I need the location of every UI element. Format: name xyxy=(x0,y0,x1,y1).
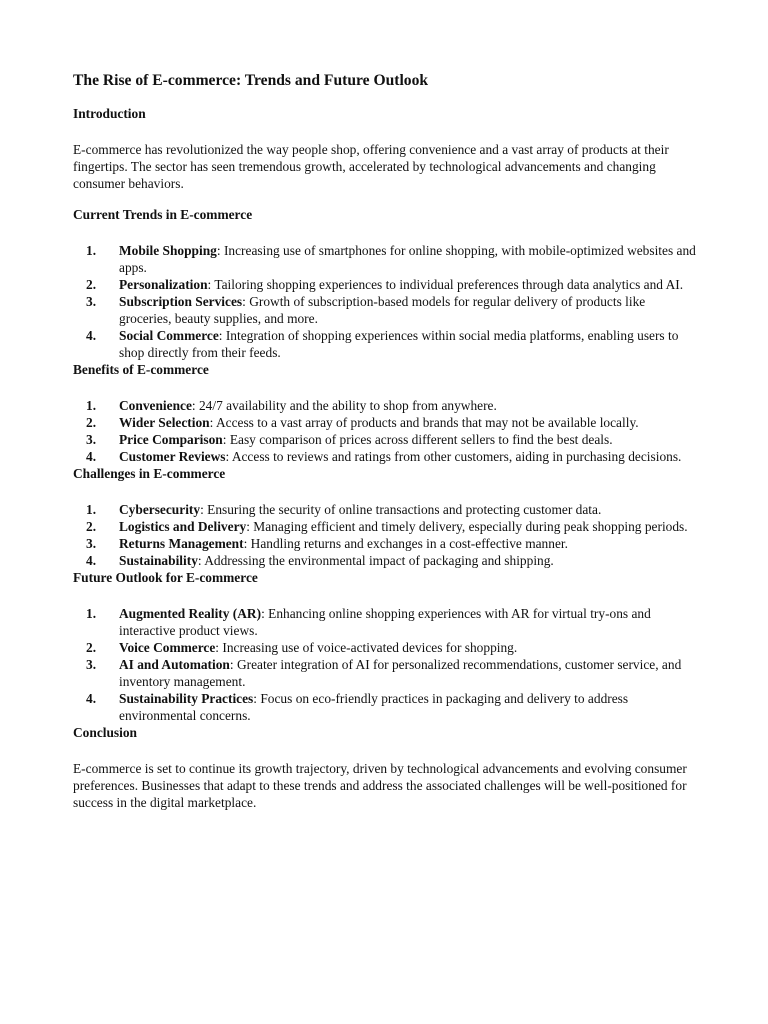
list-number: 4. xyxy=(86,691,97,706)
section-heading-challenges: Challenges in E-commerce xyxy=(73,466,226,481)
list-term: Sustainability Practices xyxy=(119,691,254,706)
list-item xyxy=(73,293,699,327)
list-item xyxy=(73,501,699,518)
list-term: Convenience xyxy=(119,398,192,413)
document-body xyxy=(73,70,699,811)
list-number: 3. xyxy=(86,536,97,551)
list-number: 4. xyxy=(86,328,97,343)
list-description: : Enhancing online shopping experiences with AR for virtual try-ons and interactive product views. xyxy=(119,606,651,638)
list-description: : Handling returns and exchanges in a cost-effective manner. xyxy=(243,536,568,551)
list-term: Price Comparison xyxy=(119,432,223,447)
challenges-list xyxy=(73,501,699,569)
list-item xyxy=(73,431,699,448)
list-item xyxy=(73,414,699,431)
list-term: Personalization xyxy=(119,277,208,292)
list-item xyxy=(73,518,699,535)
list-description: : Increasing use of smartphones for online shopping, with mobile-optimized websites and apps. xyxy=(119,243,696,275)
list-description: : 24/7 availability and the ability to shop from anywhere. xyxy=(191,398,497,413)
list-number: 2. xyxy=(86,277,97,292)
list-description: : Managing efficient and timely delivery, especially during peak shopping periods. xyxy=(246,519,688,534)
list-item xyxy=(73,605,699,639)
document-title: The Rise of E-commerce: Trends and Future Outlook xyxy=(73,72,429,89)
list-term: Augmented Reality (AR) xyxy=(119,606,262,621)
section-heading-conclusion: Conclusion xyxy=(73,725,137,740)
list-number: 1. xyxy=(86,243,97,258)
list-item xyxy=(73,690,699,724)
list-item xyxy=(73,276,699,293)
list-description: : Growth of subscription-based models for regular delivery of products like groceries, beauty supplies, and more. xyxy=(119,294,646,326)
list-term: Social Commerce xyxy=(119,328,219,343)
list-number: 1. xyxy=(86,398,97,413)
list-term: Cybersecurity xyxy=(119,502,201,517)
list-item xyxy=(73,448,699,465)
list-term: Returns Management xyxy=(119,536,244,551)
section-heading-benefits: Benefits of E-commerce xyxy=(73,362,209,377)
list-description: : Addressing the environmental impact of packaging and shipping. xyxy=(197,553,554,568)
list-number: 2. xyxy=(86,519,97,534)
list-description: : Ensuring the security of online transactions and protecting customer data. xyxy=(200,502,602,517)
list-description: : Integration of shopping experiences within social media platforms, enabling users to shop directly from their feeds. xyxy=(119,328,679,360)
list-item xyxy=(73,552,699,569)
list-term: Customer Reviews xyxy=(119,449,226,464)
list-number: 1. xyxy=(86,502,97,517)
trends-list xyxy=(73,242,699,361)
list-term: Logistics and Delivery xyxy=(119,519,247,534)
list-item xyxy=(73,639,699,656)
list-number: 2. xyxy=(86,640,97,655)
list-number: 3. xyxy=(86,432,97,447)
outlook-list xyxy=(73,605,699,724)
list-item xyxy=(73,656,699,690)
list-term: Voice Commerce xyxy=(119,640,216,655)
list-description: : Easy comparison of prices across different sellers to find the best deals. xyxy=(222,432,613,447)
list-term: Wider Selection xyxy=(119,415,210,430)
list-item xyxy=(73,327,699,361)
list-description: : Increasing use of voice-activated devices for shopping. xyxy=(215,640,518,655)
section-heading-introduction: Introduction xyxy=(73,106,146,121)
list-number: 3. xyxy=(86,294,97,309)
section-heading-trends: Current Trends in E-commerce xyxy=(73,207,253,222)
list-description: : Access to a vast array of products and brands that may not be available locally. xyxy=(209,415,639,430)
list-number: 1. xyxy=(86,606,97,621)
list-term: Sustainability xyxy=(119,553,198,568)
list-item xyxy=(73,397,699,414)
list-number: 4. xyxy=(86,553,97,568)
list-number: 2. xyxy=(86,415,97,430)
list-item xyxy=(73,242,699,276)
introduction-paragraph: E-commerce has revolutionized the way people shop, offering convenience and a vast array of products at their fingertips. The sector has seen tremendous growth, accelerated by technological advancements and changing consumer behaviors. xyxy=(73,142,669,191)
list-number: 4. xyxy=(86,449,97,464)
section-heading-outlook: Future Outlook for E-commerce xyxy=(73,570,258,585)
conclusion-paragraph: E-commerce is set to continue its growth trajectory, driven by technological advancements and evolving consumer preferences. Businesses that adapt to these trends and address the associated challenges will be well-positioned for success in the digital marketplace. xyxy=(73,761,687,810)
list-description: : Access to reviews and ratings from other customers, aiding in purchasing decisions. xyxy=(225,449,682,464)
list-term: Mobile Shopping xyxy=(119,243,217,258)
list-term: AI and Automation xyxy=(119,657,230,672)
list-description: : Greater integration of AI for personalized recommendations, customer service, and inventory management. xyxy=(119,657,682,689)
list-number: 3. xyxy=(86,657,97,672)
list-description: : Tailoring shopping experiences to individual preferences through data analytics and AI. xyxy=(207,277,684,292)
list-item xyxy=(73,535,699,552)
list-term: Subscription Services xyxy=(119,294,243,309)
benefits-list xyxy=(73,397,699,465)
list-description: : Focus on eco-friendly practices in packaging and delivery to address environmental concerns. xyxy=(119,691,629,723)
